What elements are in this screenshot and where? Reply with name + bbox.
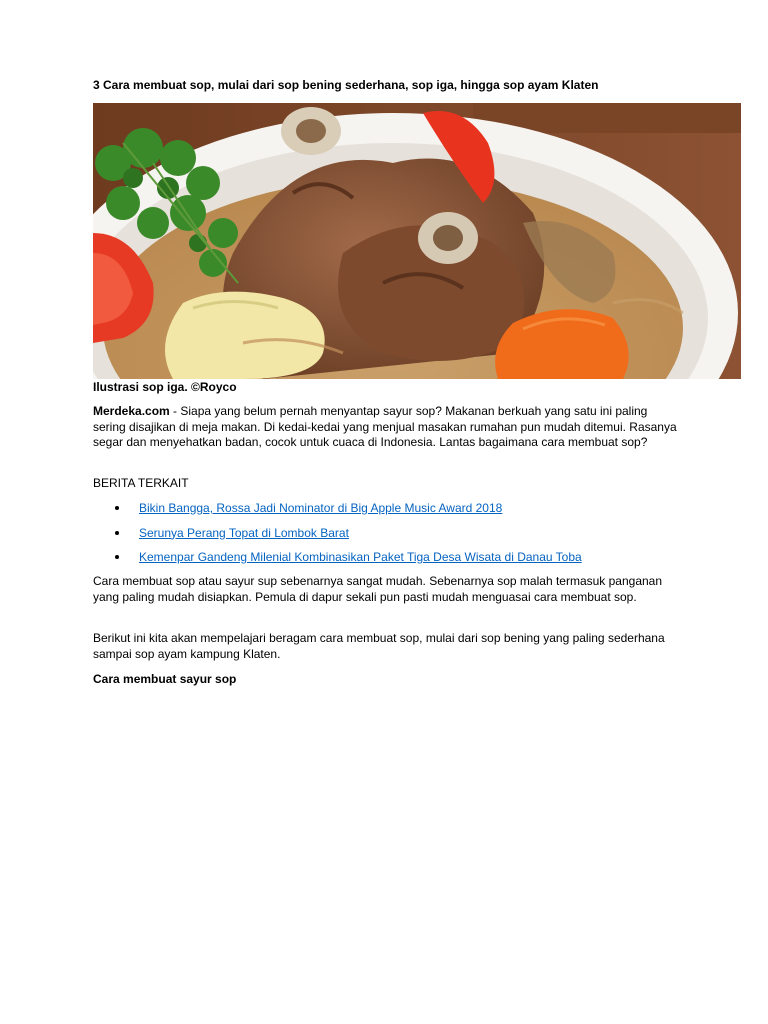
- bullet-icon: [115, 531, 119, 535]
- intro-text: - Siapa yang belum pernah menyantap sayur sop? Makanan berkuah yang satu ini paling sering disajikan di meja makan. Di kedai-kedai yang menjual masakan rumahan pun mudah ditemui. Rasanya segar dan menyehatkan badan, cocok untuk cuaca di Indonesia. Lantas bagaimana cara membuat sop?: [93, 404, 677, 449]
- bullet-icon: [115, 506, 119, 510]
- body-paragraph-3: Berikut ini kita akan mempelajari beragam cara membuat sop, mulai dari sop bening yang paling sederhana sampai sop ayam kampung Klaten.: [93, 631, 665, 661]
- section-subheading: Cara membuat sayur sop: [93, 672, 237, 686]
- bullet-icon: [115, 555, 119, 559]
- related-heading: BERITA TERKAIT: [93, 476, 189, 490]
- source-label: Merdeka.com: [93, 404, 170, 418]
- article-title: 3 Cara membuat sop, mulai dari sop bening sederhana, sop iga, hingga sop ayam Klaten: [93, 78, 599, 92]
- related-link-3[interactable]: Kemenpar Gandeng Milenial Kombinasikan Paket Tiga Desa Wisata di Danau Toba: [139, 550, 582, 564]
- intro-paragraph: [93, 404, 683, 451]
- image-caption: Ilustrasi sop iga. ©Royco: [93, 380, 237, 394]
- body-paragraph-2: Cara membuat sop atau sayur sup sebenarnya sangat mudah. Sebenarnya sop malah termasuk panganan yang paling mudah disiapkan. Pemula di dapur sekali pun pasti mudah menguasai cara membuat sop.: [93, 574, 663, 604]
- related-link-2[interactable]: Serunya Perang Topat di Lombok Barat: [139, 525, 349, 540]
- related-link-1[interactable]: Bikin Bangga, Rossa Jadi Nominator di Big Apple Music Award 2018: [139, 501, 503, 515]
- soup-photo: [93, 103, 741, 379]
